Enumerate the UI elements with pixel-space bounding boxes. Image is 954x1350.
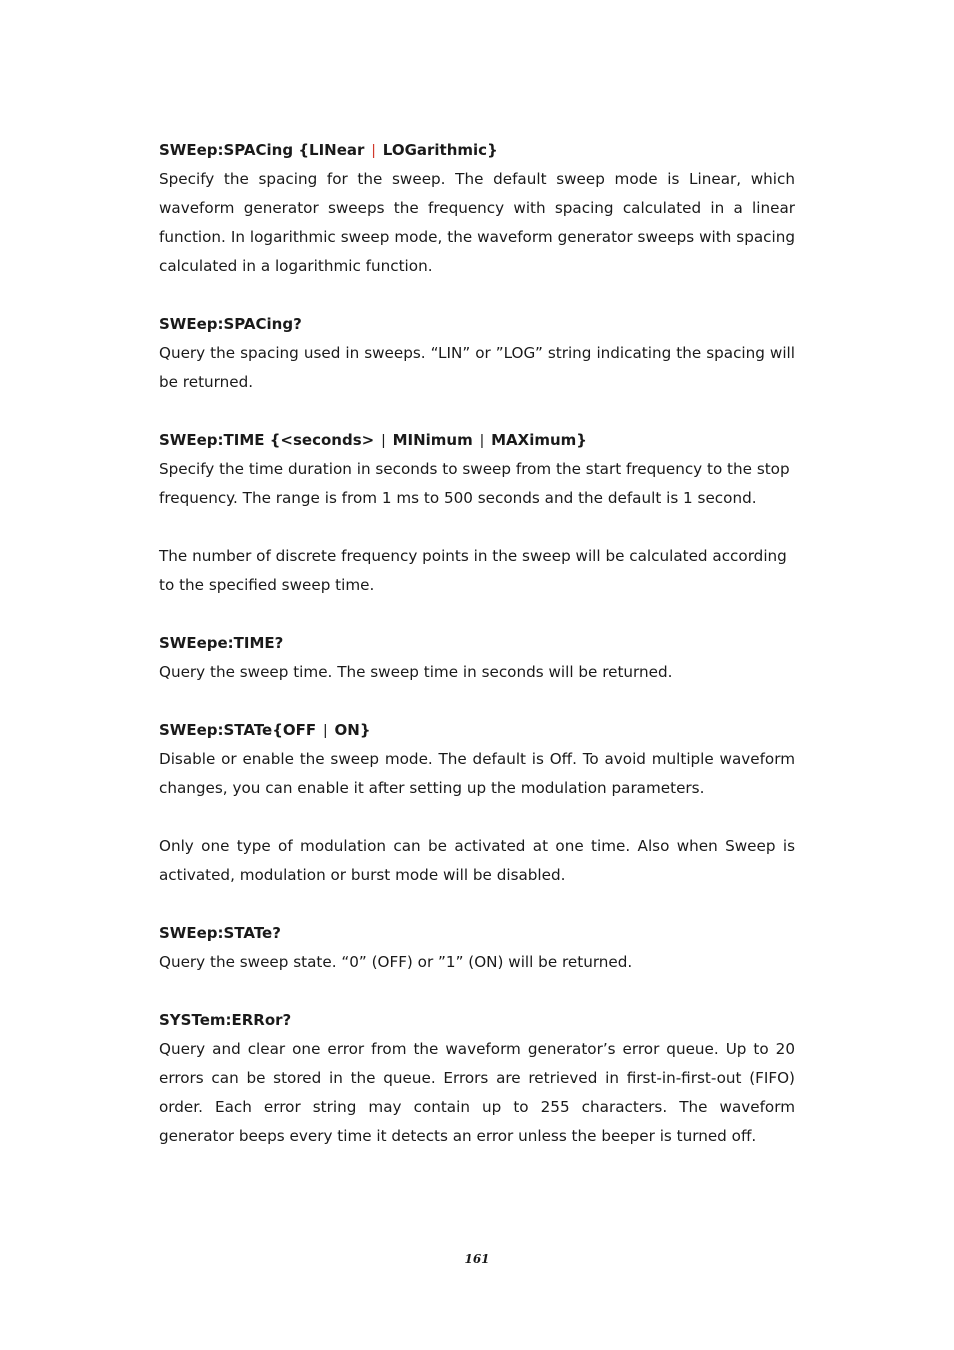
spacing-brace-close: } — [487, 141, 498, 159]
page-number: 161 — [464, 1252, 490, 1266]
time-option-minimum: MINimum — [392, 431, 473, 449]
time-frequency-points-note: The number of discrete frequency points in the sweep will be calculated according to the specified sweep time. — [159, 547, 787, 594]
manual-page-content — [159, 136, 795, 1151]
state-description: Disable or enable the sweep mode. The default is Off. To avoid multiple waveform changes, you can enable it after setting up the modulation parameters. — [159, 750, 795, 797]
state-brace-close: } — [359, 721, 371, 739]
state-modulation-note: Only one type of modulation can be activated at one time. Also when Sweep is activated, modulation or burst mode will be disabled. — [159, 837, 795, 884]
time-query-heading: SWEepe:TIME? — [159, 634, 284, 652]
spacing-query-heading: SWEep:SPACing? — [159, 315, 302, 333]
spacing-description: Specify the spacing for the sweep. The default sweep mode is Linear, which waveform generator sweeps the frequency with spacing calculated in a linear function. In logarithmic sweep mode, the waveform generator sweeps with spacing calculated in a logarithmic function. — [159, 170, 795, 275]
state-command: SWEep:STATe — [159, 721, 273, 739]
spacing-query-description: Query the spacing used in sweeps. “LIN” or ”LOG” string indicating the spacing will be returned. — [159, 344, 795, 391]
time-query-description: Query the sweep time. The sweep time in seconds will be returned. — [159, 663, 673, 681]
time-option-maximum: MAXimum — [491, 431, 577, 449]
state-query-heading: SWEep:STATe? — [159, 924, 281, 942]
time-option-seconds: <seconds> — [280, 431, 375, 449]
time-command: SWEep:TIME — [159, 431, 265, 449]
state-option-off: OFF — [282, 721, 317, 739]
error-query-heading: SYSTem:ERRor? — [159, 1011, 292, 1029]
state-option-separator: | — [323, 722, 328, 739]
spacing-brace-open: { — [298, 141, 310, 159]
time-option-separator-1: | — [381, 432, 386, 449]
spacing-option-linear: LINear — [309, 141, 365, 159]
spacing-option-separator: | — [371, 142, 376, 159]
spacing-command-heading — [159, 136, 795, 165]
time-description: Specify the time duration in seconds to sweep from the start frequency to the stop frequency. The range is from 1 ms to 500 seconds and the default is 1 second. — [159, 460, 790, 507]
time-brace-open: { — [269, 431, 281, 449]
error-query-description: Query and clear one error from the waveform generator’s error queue. Up to 20 errors can be stored in the queue. Errors are retrieved in first-in-first-out (FIFO) order. Each error string may contain up to 255 characters. The waveform generator beeps every time it detects an error unless the beeper is turned off. — [159, 1040, 795, 1145]
state-option-on: ON — [334, 721, 360, 739]
spacing-command: SWEep:SPACing — [159, 141, 294, 159]
time-option-separator-2: | — [479, 432, 484, 449]
state-brace-open: { — [272, 721, 283, 739]
time-command-heading — [159, 426, 795, 455]
time-brace-close: } — [576, 431, 587, 449]
state-query-description: Query the sweep state. “0” (OFF) or ”1” (ON) will be returned. — [159, 953, 633, 971]
state-command-heading — [159, 716, 795, 745]
spacing-option-logarithmic: LOGarithmic — [382, 141, 488, 159]
